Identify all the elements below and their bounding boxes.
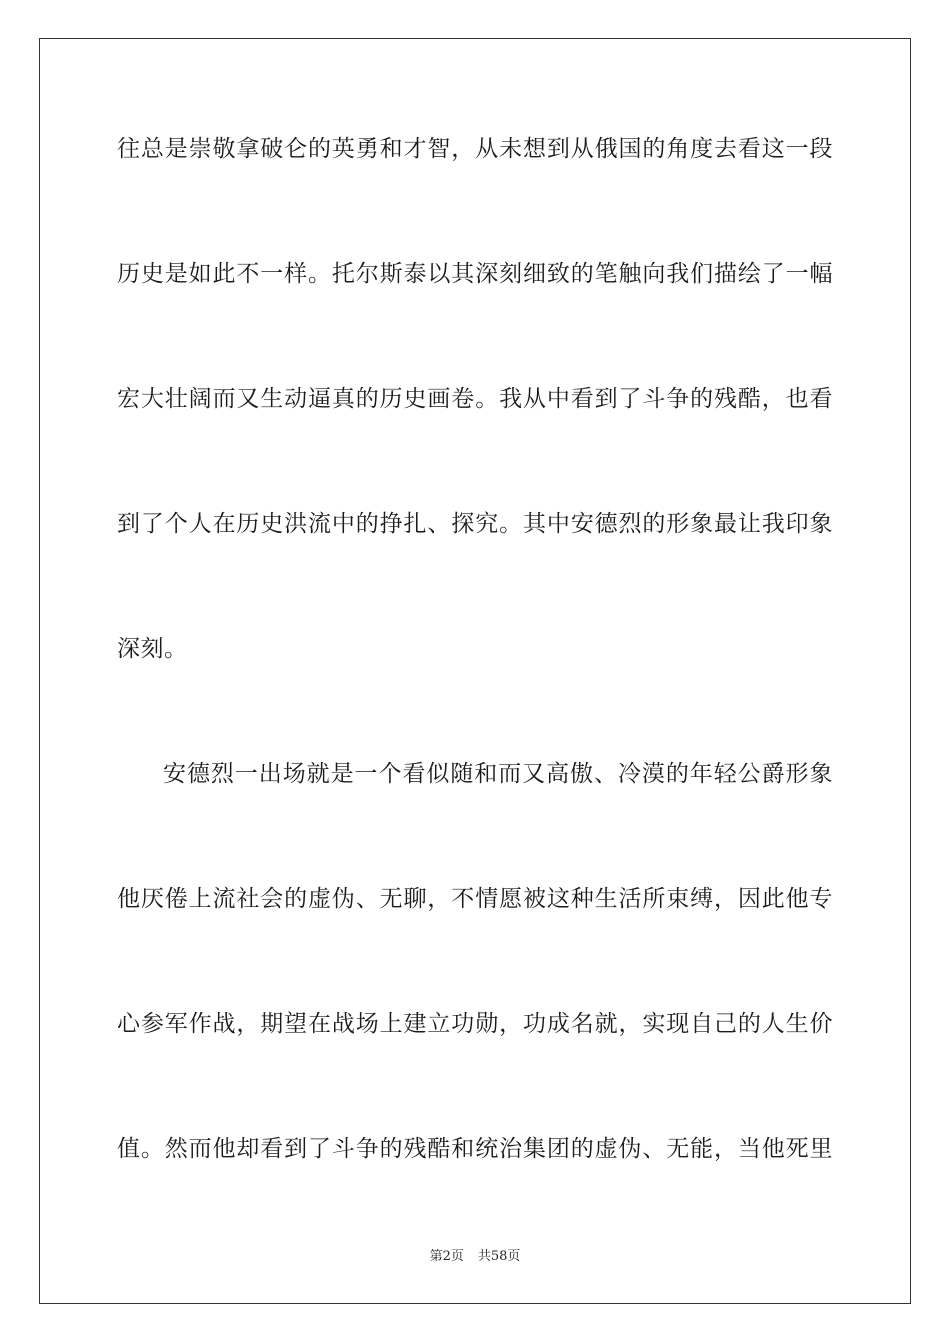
body-text-line: 到了个人在历史洪流中的挣扎、探究。其中安德烈的形象最让我印象 [117,511,833,537]
paragraph-first-line: 安德烈一出场就是一个看似随和而又高傲、冷漠的年轻公爵形象 [163,761,833,787]
body-text-line: 心参军作战，期望在战场上建立功勋，功成名就，实现自己的人生价 [117,1011,833,1037]
page-total: 共58页 [477,1249,521,1264]
body-text-line: 宏大壮阔而又生动逼真的历史画卷。我从中看到了斗争的残酷，也看 [117,386,833,412]
body-text-line: 值。然而他却看到了斗争的残酷和统治集团的虚伪、无能，当他死里 [117,1136,833,1162]
body-text-line: 深刻。 [117,636,188,662]
page-number: 第2页 [429,1249,464,1264]
body-text-line: 他厌倦上流社会的虚伪、无聊，不情愿被这种生活所束缚，因此他专 [117,886,833,912]
body-text-line: 往总是崇敬拿破仑的英勇和才智，从未想到从俄国的角度去看这一段 [117,136,833,162]
page-footer [0,1248,950,1266]
body-text-line: 历史是如此不一样。托尔斯泰以其深刻细致的笔触向我们描绘了一幅 [117,261,833,287]
page-border [39,38,911,1304]
